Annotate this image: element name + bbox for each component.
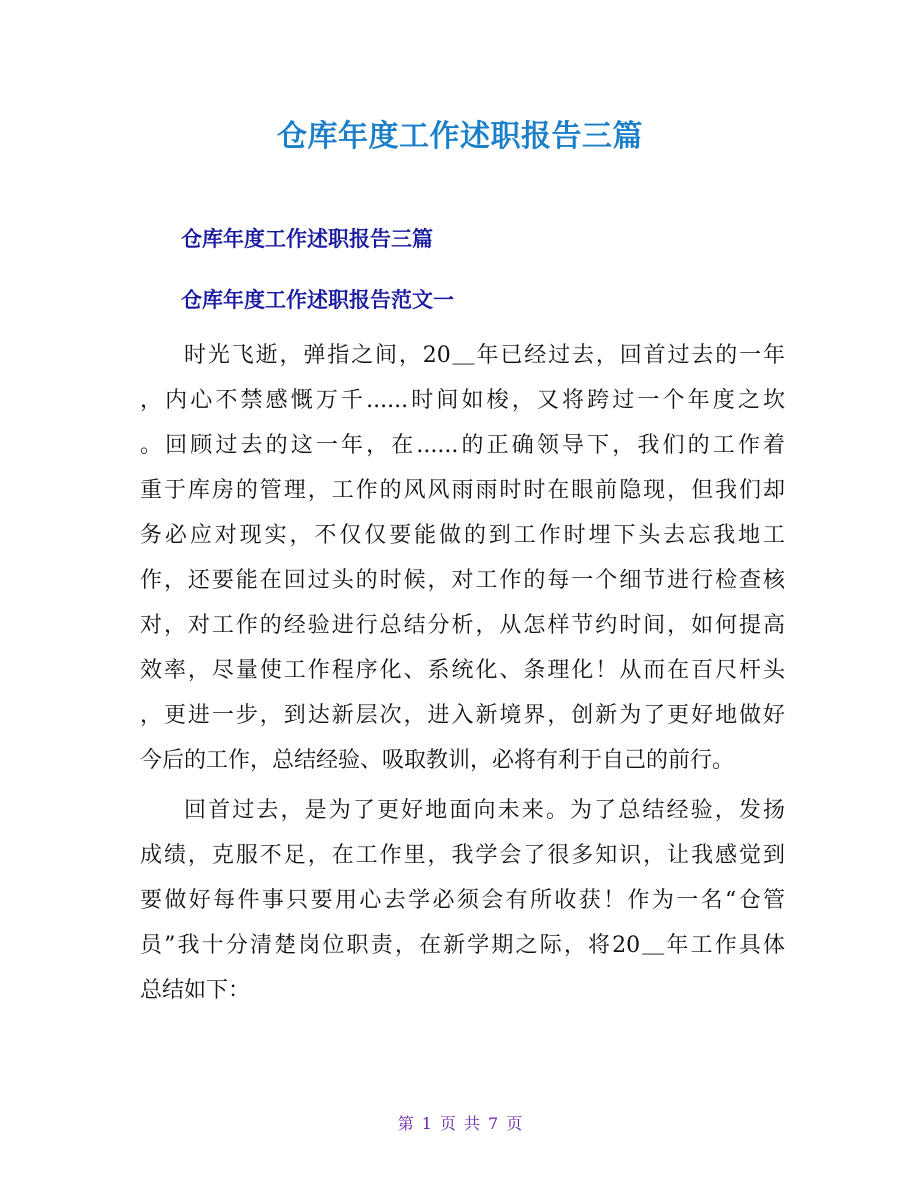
paragraph-1-line: 务必应对现实，不仅仅要能做的到工作时埋下头去忘我地工 [140, 523, 785, 548]
paragraph-2-line: 总结如下： [140, 978, 251, 1003]
document-title: 仓库年度工作述职报告三篇 [277, 119, 643, 154]
footer-current-page: 1 [421, 1114, 432, 1133]
paragraph-2-line: 员”我十分清楚岗位职责，在新学期之际，将20＿年工作具体 [140, 933, 785, 958]
footer-prefix: 第 [397, 1114, 414, 1133]
paragraph-2-line: 成绩，克服不足，在工作里，我学会了很多知识，让我感觉到 [140, 843, 785, 868]
paragraph-1-line: 时光飞逝，弹指之间，20＿年已经过去，回首过去的一年 [184, 343, 785, 368]
paragraph-1-line: 作，还要能在回过头的时候，对工作的每一个细节进行检查核 [140, 568, 785, 593]
paragraph-1-line: 。回顾过去的这一年，在......的正确领导下，我们的工作着 [140, 433, 785, 458]
paragraph-1-line: 对，对工作的经验进行总结分析，从怎样节约时间，如何提高 [140, 613, 785, 638]
footer-total-unit: 页 [506, 1114, 523, 1133]
paragraph-2-line: 回首过去，是为了更好地面向未来。为了总结经验，发扬 [184, 798, 785, 823]
subheading-sample-one: 仓库年度工作述职报告范文一 [181, 288, 454, 312]
footer-total-prefix: 共 [464, 1114, 481, 1133]
paragraph-2-line: 要做好每件事只要用心去学必须会有所收获！作为一名“仓管 [140, 888, 785, 913]
page-number-footer [0, 1112, 920, 1136]
paragraph-1-line: ，内心不禁感慨万千......时间如梭，又将跨过一个年度之坎 [140, 388, 785, 413]
paragraph-1-line: 今后的工作，总结经验、吸取教训，必将有利于自己的前行。 [140, 748, 735, 773]
paragraph-1-line: 重于库房的管理，工作的风风雨雨时时在眼前隐现，但我们却 [140, 478, 785, 503]
subheading-report-collection: 仓库年度工作述职报告三篇 [181, 227, 433, 251]
footer-total-pages: 7 [488, 1114, 499, 1133]
paragraph-1-line: 效率，尽量使工作程序化、系统化、条理化！从而在百尺杆头 [140, 658, 785, 683]
paragraph-1-line: ，更进一步，到达新层次，进入新境界，创新为了更好地做好 [140, 703, 785, 728]
footer-page-unit: 页 [439, 1114, 456, 1133]
